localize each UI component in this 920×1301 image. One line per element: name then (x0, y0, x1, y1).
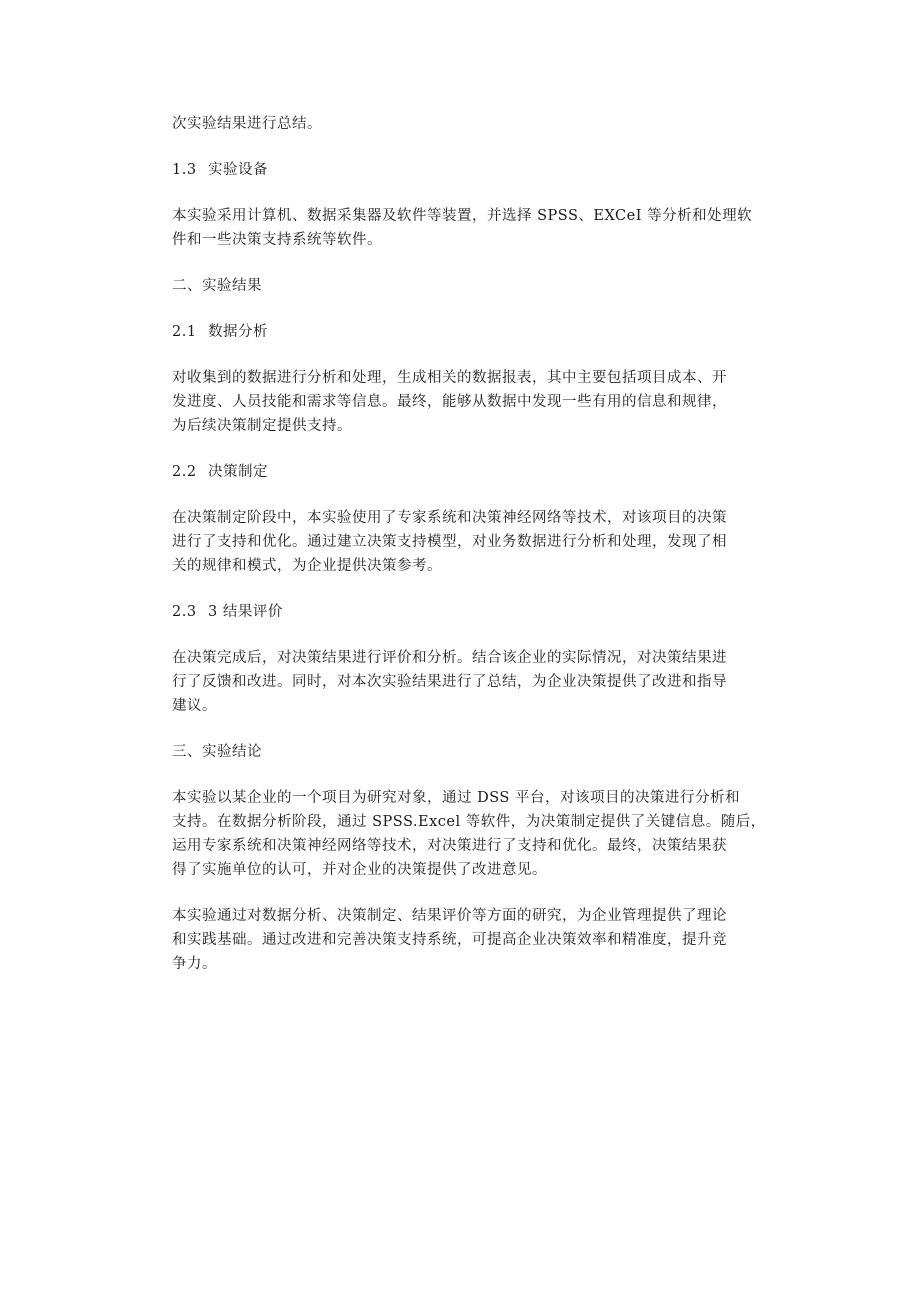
section-heading-1-3 (172, 158, 756, 182)
paragraph-data-analysis (172, 366, 756, 438)
section-number: 2.2 (172, 464, 197, 480)
section-title: 3 结果评价 (208, 604, 283, 620)
chapter-heading-results (172, 274, 756, 298)
text-line: 行了反馈和改进。同时，对本次实验结果进行了总结，为企业决策提供了改进和指导 (172, 674, 727, 690)
chapter-title: 二、实验结果 (172, 278, 262, 294)
text-line: 争力。 (172, 956, 217, 972)
paragraph-conclusion-2 (172, 904, 756, 976)
text-line: 次实验结果进行总结。 (172, 116, 322, 132)
text-line: 在决策完成后，对决策结果进行评价和分析。结合该企业的实际情况，对决策结果进 (172, 650, 727, 666)
paragraph-equipment (172, 204, 756, 252)
text-line: 进行了支持和优化。通过建立决策支持模型，对业务数据进行分析和处理，发现了相 (172, 534, 727, 550)
text-line: 和实践基础。通过改进和完善决策支持系统，可提高企业决策效率和精准度，提升竞 (172, 932, 727, 948)
text-line: 为后续决策制定提供支持。 (172, 418, 352, 434)
section-heading-2-2 (172, 460, 756, 484)
text-line: 发进度、人员技能和需求等信息。最终，能够从数据中发现一些有用的信息和规律， (172, 394, 727, 410)
text-line: 本实验采用计算机、数据采集器及软件等装置，并选择 SPSS、EXCeI 等分析和处理软 (172, 208, 753, 224)
paragraph-conclusion-1 (172, 786, 766, 882)
section-number: 2.1 (172, 324, 197, 340)
section-title: 决策制定 (208, 464, 268, 480)
paragraph-intro-tail (172, 112, 756, 136)
paragraph-decision-making (172, 506, 756, 578)
section-title: 实验设备 (208, 162, 268, 178)
paragraph-evaluation (172, 646, 756, 718)
text-line: 在决策制定阶段中，本实验使用了专家系统和决策神经网络等技术，对该项目的决策 (172, 510, 727, 526)
section-heading-2-3 (172, 600, 756, 624)
document-page (172, 112, 766, 998)
text-line: 关的规律和模式，为企业提供决策参考。 (172, 558, 442, 574)
chapter-heading-conclusion (172, 740, 756, 764)
text-line: 运用专家系统和决策神经网络等技术，对决策进行了支持和优化。最终，决策结果获 (172, 838, 727, 854)
text-line: 对收集到的数据进行分析和处理，生成相关的数据报表，其中主要包括项目成本、开 (172, 370, 727, 386)
section-number: 2.3 (172, 604, 197, 620)
text-line: 建议。 (172, 698, 217, 714)
section-number: 1.3 (172, 162, 197, 178)
section-title: 数据分析 (208, 324, 268, 340)
text-line: 本实验以某企业的一个项目为研究对象，通过 DSS 平台，对该项目的决策进行分析和 (172, 790, 740, 806)
text-line: 件和一些决策支持系统等软件。 (172, 232, 382, 248)
text-line: 支持。在数据分析阶段，通过 SPSS.Excel 等软件，为决策制定提供了关键信息。随后， (172, 814, 766, 830)
section-heading-2-1 (172, 320, 756, 344)
chapter-title: 三、实验结论 (172, 744, 262, 760)
text-line: 得了实施单位的认可，并对企业的决策提供了改进意见。 (172, 862, 547, 878)
text-line: 本实验通过对数据分析、决策制定、结果评价等方面的研究，为企业管理提供了理论 (172, 908, 727, 924)
